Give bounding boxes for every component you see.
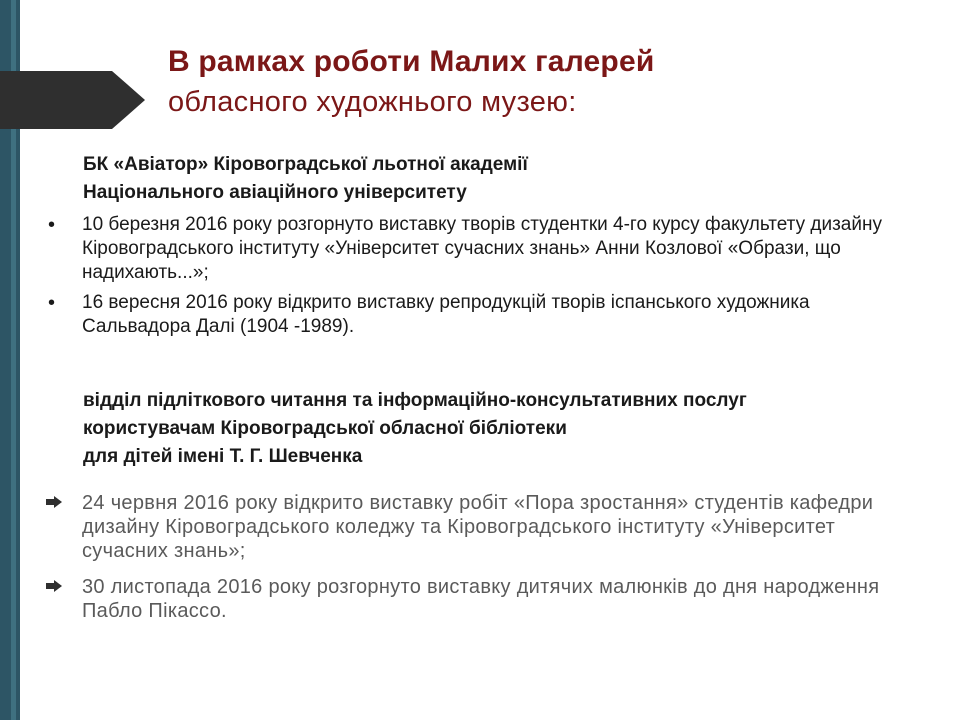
section1-list: [0, 213, 892, 339]
list-item-text: 30 листопада 2016 року розгорнуто виставку дитячих малюнків до дня народження Пабло Пікассо.: [82, 576, 880, 622]
list-item: [0, 213, 892, 285]
section2-heading: [83, 387, 943, 471]
bullet-dot-icon: •: [48, 292, 56, 314]
list-item-text: 10 березня 2016 року розгорнуто виставку творів студентки 4-го курсу факультету дизайну Кіровоградського інституту «Університет сучасних знань» Анни Козлової «Образи, що надихають...»;: [82, 214, 882, 283]
section1-heading-line2: Національного авіаційного університету: [83, 182, 467, 203]
section2-heading-line2: користувачам Кіровоградської обласної бібліотеки: [83, 418, 567, 439]
section2-heading-line1: відділ підліткового читання та інформаційно-консультативних послуг: [83, 390, 747, 411]
list-item-text: 16 вересня 2016 року відкрито виставку репродукцій творів іспанського художника Сальвадора Далі (1904 -1989).: [82, 292, 810, 337]
list-item-text: 24 червня 2016 року відкрито виставку робіт «Пора зростання» студентів кафедри дизайну Кіровоградського коледжу та Кіровоградського інституту «Університет сучасних знань»;: [82, 492, 874, 562]
list-item: [0, 575, 892, 623]
right-arrow-icon: [46, 496, 62, 508]
list-item: [0, 291, 892, 339]
section2-list: [0, 491, 892, 623]
list-item: [0, 491, 892, 563]
bullet-dot-icon: •: [48, 214, 56, 236]
title-pointer-shape: [0, 0, 150, 130]
section1-heading-line1: БК «Авіатор» Кіровоградської льотної академії: [83, 154, 528, 175]
slide-title: В рамках роботи Малих галерей: [168, 45, 655, 78]
slide-subtitle: обласного художнього музею:: [168, 86, 577, 118]
right-arrow-icon: [46, 580, 62, 592]
section2-heading-line3: для дітей імені Т. Г. Шевченка: [83, 446, 363, 467]
section1-heading: [83, 151, 703, 207]
